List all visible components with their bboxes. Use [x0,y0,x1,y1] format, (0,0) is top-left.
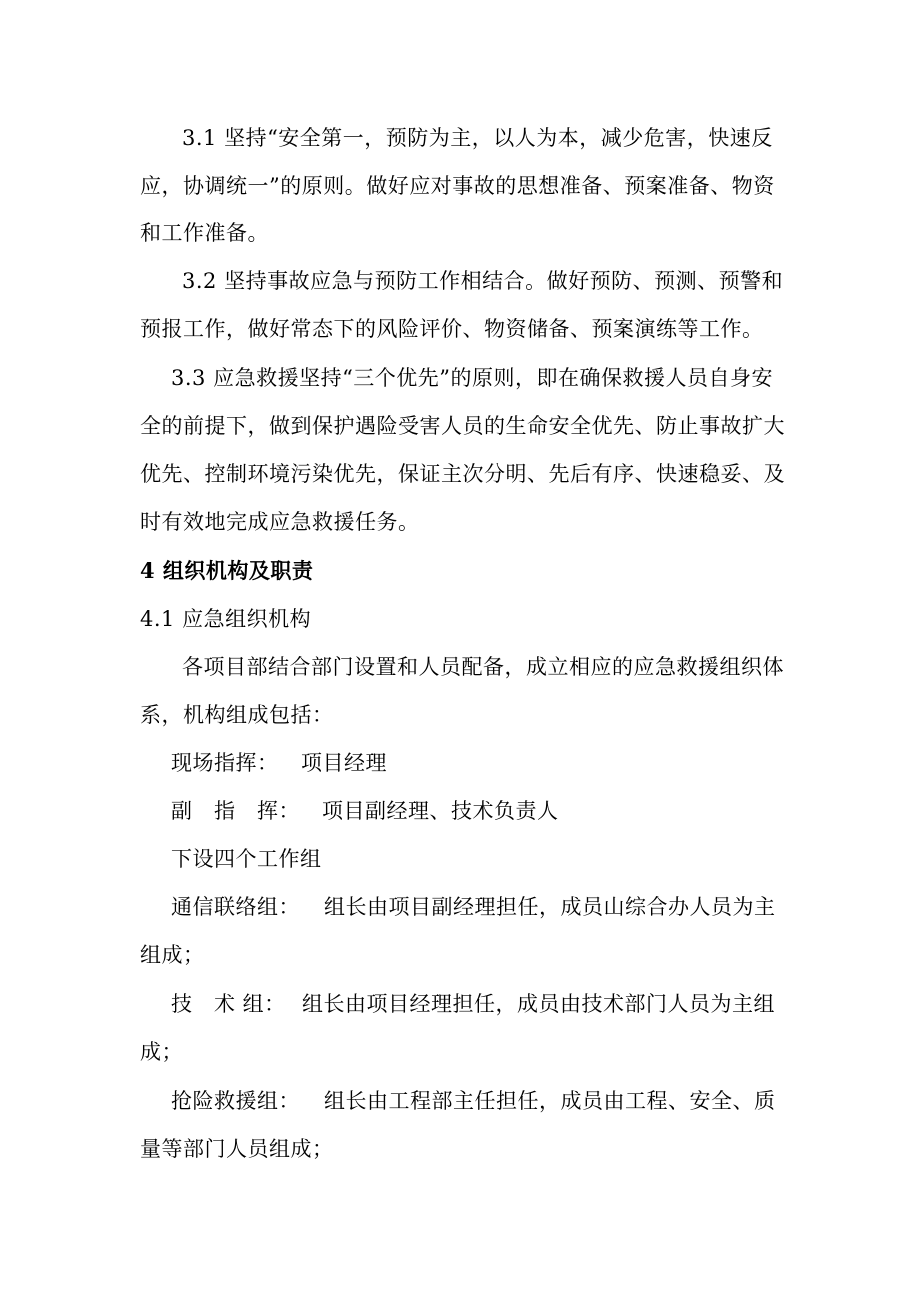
communication-group-line-1: 组长由项目副经理担任，成员山综合办人员为主 [324,895,776,919]
rescue-group-label: 抢险救援组： [171,1089,300,1113]
deputy-commander-value: 项目副经理、技术负责人 [322,799,559,823]
paragraph-3-2-line-2: 预报工作，做好常态下的风险评价、物资储备、预案演练等工作。 [140,317,764,341]
commander-value: 项目经理 [301,751,387,775]
technical-group-label: 技 术 组： [171,992,286,1016]
communication-group-label: 通信联络组： [171,895,300,919]
paragraph-3-3-line-2: 全的前提下，做到保护遇险受害人员的生命安全优先、防止事故扩大 [140,414,785,438]
paragraph-3-3-line-1: 3.3 应急救援坚持“三个优先”的原则，即在确保救援人员自身安 [171,366,774,390]
organization-intro-line-1: 各项目部结合部门设置和人员配备，成立相应的应急救援组织体 [182,655,784,679]
technical-group-line-1: 组长由项目经理担任，成员由技术部门人员为主组 [302,992,775,1016]
paragraph-3-3-line-3: 优先、控制环境污染优先，保证主次分明、先后有序、快速稳妥、及 [140,462,785,486]
working-groups-intro: 下设四个工作组 [171,847,322,871]
paragraph-3-1-line-1: 3.1 坚持“安全第一，预防为主，以人为本，减少危害，快速反 [182,126,773,150]
rescue-group-line-1: 组长由工程部主任担任，成员由工程、安全、质 [324,1089,776,1113]
paragraph-3-1-line-3: 和工作准备。 [140,221,269,245]
organization-intro-line-2: 系，机构组成包括： [140,703,334,727]
communication-group-line-2: 组成； [140,943,205,967]
rescue-group-line-2: 量等部门人员组成； [140,1137,334,1161]
paragraph-3-3-line-4: 时有效地完成应急救援任务。 [140,510,420,534]
paragraph-3-1-line-2: 应，协调统一”的原则。做好应对事故的思想准备、预案准备、物资 [140,174,775,198]
section-4-1-subheading: 4.1 应急组织机构 [140,607,312,631]
section-4-heading: 4 组织机构及职责 [140,558,314,583]
commander-label: 现场指挥： [171,751,279,775]
technical-group-line-2: 成； [140,1040,183,1064]
paragraph-3-2-line-1: 3.2 坚持事故应急与预防工作相结合。做好预防、预测、预警和 [182,269,784,293]
deputy-commander-label: 副 指 挥： [171,799,300,823]
